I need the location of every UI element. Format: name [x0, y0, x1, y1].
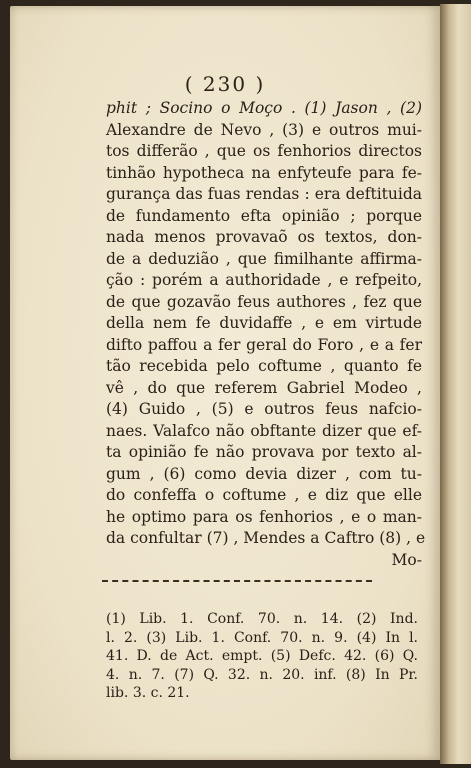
book-page	[10, 6, 440, 760]
text-line: de fundamento efta opinião ; porque	[106, 206, 422, 225]
catchword: Mo-	[391, 550, 422, 569]
text-line: he optimo para os fenhorios , e o man-	[106, 507, 422, 526]
book-gutter	[440, 4, 471, 764]
text-line: difto paffou a fer geral do Foro , e a fer	[106, 335, 422, 354]
text-line: de que gozavão feus authores , fez que	[106, 292, 422, 311]
text-line: naes. Valafco não obftante dizer que ef-	[106, 421, 422, 440]
footnote-line: l. 2. (3) Lib. 1. Conf. 70. n. 9. (4) In l.	[106, 629, 418, 646]
text-line: do confeffa o coftume , e diz que elle	[106, 486, 422, 504]
text-line: tos differão , que os fenhorios directos	[106, 142, 422, 160]
text-line: phit ; Socino o Moço . (1) Jason , (2)	[106, 99, 422, 117]
main-text	[106, 98, 426, 571]
text-line: vê , do que referem Gabriel Modeo ,	[106, 378, 422, 397]
text-line: Alexandre de Nevo , (3) e outros mui-	[106, 120, 422, 139]
text-line: tão recebida pelo coftume , quanto fe	[106, 357, 422, 375]
footnote-line: (1) Lib. 1. Conf. 70. n. 14. (2) Ind.	[106, 611, 418, 627]
footnote-line: lib. 3. c. 21.	[106, 685, 190, 701]
text-line: ta opinião fe não provava por texto al-	[106, 443, 422, 461]
text-line: da confultar (7) , Mendes a Caftro (8) , e	[106, 529, 426, 547]
text-line: ção : porém a authoridade , e refpeito,	[106, 271, 422, 289]
text-line: della nem fe duvidaffe , e em virtude	[106, 314, 422, 332]
text-line: gurança das fuas rendas : era deftituida	[106, 185, 422, 203]
text-line: gum , (6) como devia dizer , com tu-	[106, 464, 422, 483]
page-number: ( 230 )	[184, 72, 266, 96]
text-line: (4) Guido , (5) e outros feus nafcio-	[106, 400, 422, 418]
footnote-divider	[102, 580, 372, 584]
text-line: tinhão hypotheca na enfyteufe para fe-	[106, 163, 422, 182]
footnote-line: 4. n. 7. (7) Q. 32. n. 20. inf. (8) In Pr.	[106, 666, 418, 683]
text-line: de a deduzião , que fimilhante affirma-	[106, 249, 422, 268]
text-line: nada menos provavaõ os textos, don-	[106, 228, 422, 246]
footnotes	[106, 610, 418, 703]
footnote-line: 41. D. de Act. empt. (5) Defc. 42. (6) Q.	[106, 648, 418, 664]
